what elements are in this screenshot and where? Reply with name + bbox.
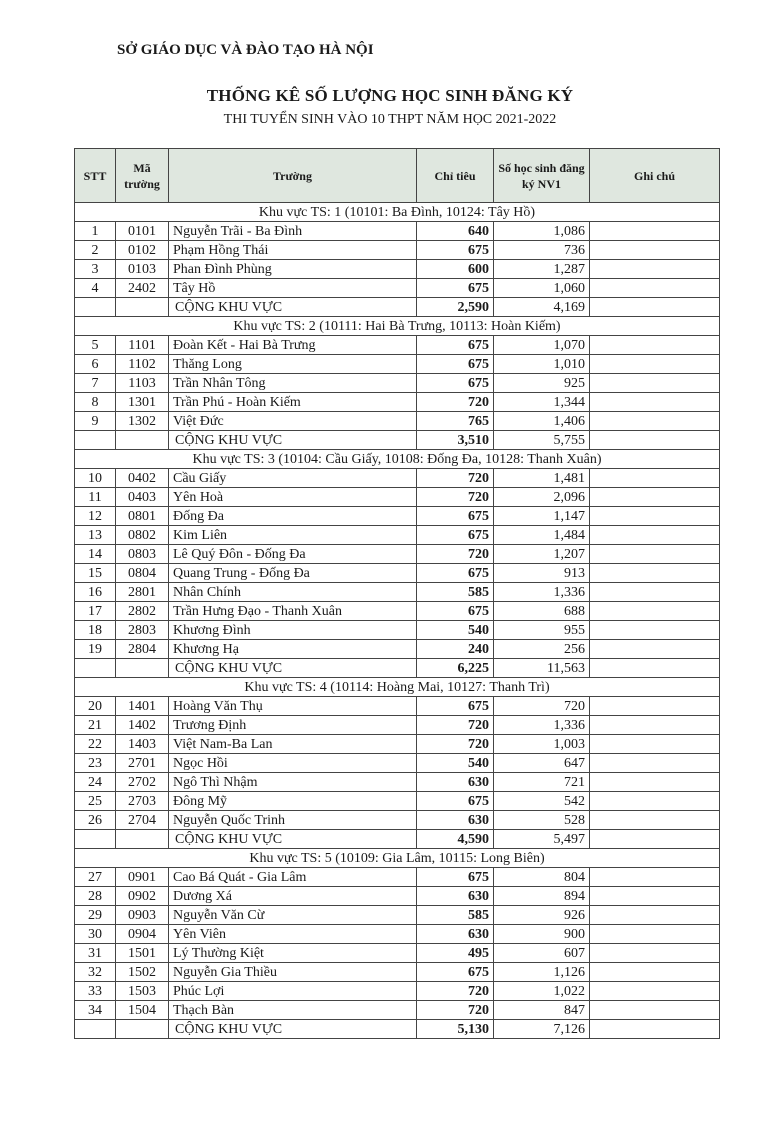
row-school-name: Trần Nhân Tông: [169, 374, 417, 393]
row-stt: 28: [75, 887, 116, 906]
table-row: [75, 887, 720, 906]
row-school-code: 2801: [116, 583, 169, 602]
table-row: [75, 412, 720, 431]
row-school-code: 0804: [116, 564, 169, 583]
row-stt: 26: [75, 811, 116, 830]
row-notes: [590, 716, 720, 735]
table-row: [75, 621, 720, 640]
row-notes: [590, 526, 720, 545]
region-label: Khu vực TS: 3 (10104: Cầu Giấy, 10108: Đống Đa, 10128: Thanh Xuân): [75, 450, 720, 469]
row-notes: [590, 564, 720, 583]
total-stt-empty: [75, 830, 116, 849]
row-notes: [590, 982, 720, 1001]
row-school-code: 1102: [116, 355, 169, 374]
row-stt: 16: [75, 583, 116, 602]
total-code-empty: [116, 659, 169, 678]
total-notes-empty: [590, 298, 720, 317]
row-quota: 675: [417, 374, 494, 393]
table-row: [75, 602, 720, 621]
row-school-code: 0803: [116, 545, 169, 564]
row-school-code: 2804: [116, 640, 169, 659]
row-stt: 21: [75, 716, 116, 735]
table-row: [75, 374, 720, 393]
row-registered: 736: [494, 241, 590, 260]
row-notes: [590, 640, 720, 659]
row-registered: 900: [494, 925, 590, 944]
table-row: [75, 260, 720, 279]
row-school-name: Hoàng Văn Thụ: [169, 697, 417, 716]
row-school-code: 1501: [116, 944, 169, 963]
header-school-code: Mã trường: [116, 149, 169, 203]
region-label: Khu vực TS: 5 (10109: Gia Lâm, 10115: Long Biên): [75, 849, 720, 868]
total-registered: 5,755: [494, 431, 590, 450]
row-school-name: Tây Hồ: [169, 279, 417, 298]
row-quota: 765: [417, 412, 494, 431]
row-quota: 675: [417, 564, 494, 583]
total-code-empty: [116, 298, 169, 317]
row-school-name: Nguyễn Quốc Trinh: [169, 811, 417, 830]
table-row: [75, 906, 720, 925]
total-code-empty: [116, 1020, 169, 1039]
row-school-code: 2702: [116, 773, 169, 792]
total-stt-empty: [75, 1020, 116, 1039]
row-registered: 894: [494, 887, 590, 906]
row-school-name: Phúc Lợi: [169, 982, 417, 1001]
table-row: [75, 583, 720, 602]
table-row: [75, 944, 720, 963]
total-label: CỘNG KHU VỰC: [169, 431, 417, 450]
row-school-name: Đoàn Kết - Hai Bà Trưng: [169, 336, 417, 355]
row-school-code: 0901: [116, 868, 169, 887]
row-registered: 913: [494, 564, 590, 583]
total-code-empty: [116, 830, 169, 849]
total-code-empty: [116, 431, 169, 450]
total-quota: 6,225: [417, 659, 494, 678]
document-subtitle: THI TUYỂN SINH VÀO 10 THPT NĂM HỌC 2021-2022: [223, 112, 557, 127]
region-total-row: [75, 830, 720, 849]
row-school-code: 0403: [116, 488, 169, 507]
row-school-name: Khương Hạ: [169, 640, 417, 659]
row-stt: 11: [75, 488, 116, 507]
row-quota: 675: [417, 602, 494, 621]
row-notes: [590, 868, 720, 887]
row-quota: 720: [417, 488, 494, 507]
row-school-name: Quang Trung - Đống Đa: [169, 564, 417, 583]
row-school-name: Khương Đình: [169, 621, 417, 640]
row-stt: 5: [75, 336, 116, 355]
row-registered: 1,147: [494, 507, 590, 526]
row-registered: 926: [494, 906, 590, 925]
table-row: [75, 393, 720, 412]
row-quota: 630: [417, 811, 494, 830]
row-notes: [590, 469, 720, 488]
row-quota: 720: [417, 735, 494, 754]
row-notes: [590, 944, 720, 963]
row-notes: [590, 222, 720, 241]
total-registered: 7,126: [494, 1020, 590, 1039]
row-quota: 630: [417, 887, 494, 906]
row-stt: 34: [75, 1001, 116, 1020]
registration-table: [74, 148, 720, 1039]
row-school-name: Dương Xá: [169, 887, 417, 906]
table-row: [75, 526, 720, 545]
row-stt: 6: [75, 355, 116, 374]
row-notes: [590, 260, 720, 279]
row-notes: [590, 887, 720, 906]
row-quota: 675: [417, 526, 494, 545]
row-registered: 1,484: [494, 526, 590, 545]
row-registered: 1,070: [494, 336, 590, 355]
row-school-name: Đống Đa: [169, 507, 417, 526]
row-school-code: 2703: [116, 792, 169, 811]
row-school-code: 2704: [116, 811, 169, 830]
row-registered: 720: [494, 697, 590, 716]
table-row: [75, 469, 720, 488]
total-quota: 5,130: [417, 1020, 494, 1039]
row-quota: 720: [417, 393, 494, 412]
row-registered: 847: [494, 1001, 590, 1020]
row-school-name: Ngọc Hồi: [169, 754, 417, 773]
total-registered: 11,563: [494, 659, 590, 678]
row-stt: 14: [75, 545, 116, 564]
row-notes: [590, 412, 720, 431]
total-quota: 3,510: [417, 431, 494, 450]
table-row: [75, 811, 720, 830]
row-registered: 1,406: [494, 412, 590, 431]
row-school-name: Phạm Hồng Thái: [169, 241, 417, 260]
total-stt-empty: [75, 659, 116, 678]
row-school-name: Lý Thường Kiệt: [169, 944, 417, 963]
row-stt: 4: [75, 279, 116, 298]
region-total-row: [75, 659, 720, 678]
row-notes: [590, 792, 720, 811]
total-quota: 4,590: [417, 830, 494, 849]
row-stt: 2: [75, 241, 116, 260]
table-row: [75, 773, 720, 792]
row-school-name: Lê Quý Đôn - Đống Đa: [169, 545, 417, 564]
row-notes: [590, 735, 720, 754]
row-quota: 675: [417, 241, 494, 260]
row-stt: 10: [75, 469, 116, 488]
row-registered: 1,336: [494, 583, 590, 602]
row-registered: 607: [494, 944, 590, 963]
region-header-row: [75, 678, 720, 697]
total-label: CỘNG KHU VỰC: [169, 1020, 417, 1039]
row-school-code: 1301: [116, 393, 169, 412]
row-quota: 720: [417, 1001, 494, 1020]
table-row: [75, 963, 720, 982]
row-stt: 25: [75, 792, 116, 811]
total-notes-empty: [590, 830, 720, 849]
row-school-name: Trần Phú - Hoàn Kiếm: [169, 393, 417, 412]
total-label: CỘNG KHU VỰC: [169, 298, 417, 317]
row-notes: [590, 906, 720, 925]
row-notes: [590, 279, 720, 298]
total-stt-empty: [75, 298, 116, 317]
table-row: [75, 507, 720, 526]
row-school-code: 2701: [116, 754, 169, 773]
table-row: [75, 697, 720, 716]
row-quota: 675: [417, 279, 494, 298]
row-notes: [590, 697, 720, 716]
header-stt: STT: [75, 149, 116, 203]
table-row: [75, 735, 720, 754]
row-school-code: 2802: [116, 602, 169, 621]
region-header-row: [75, 450, 720, 469]
row-school-name: Thạch Bàn: [169, 1001, 417, 1020]
row-stt: 27: [75, 868, 116, 887]
row-registered: 256: [494, 640, 590, 659]
row-quota: 720: [417, 982, 494, 1001]
region-total-row: [75, 431, 720, 450]
table-row: [75, 545, 720, 564]
row-notes: [590, 241, 720, 260]
total-label: CỘNG KHU VỰC: [169, 659, 417, 678]
row-notes: [590, 925, 720, 944]
row-stt: 20: [75, 697, 116, 716]
table-row: [75, 716, 720, 735]
row-school-code: 0101: [116, 222, 169, 241]
row-registered: 2,096: [494, 488, 590, 507]
row-school-code: 1302: [116, 412, 169, 431]
row-notes: [590, 393, 720, 412]
row-quota: 540: [417, 754, 494, 773]
row-quota: 600: [417, 260, 494, 279]
row-registered: 528: [494, 811, 590, 830]
row-school-name: Việt Nam-Ba Lan: [169, 735, 417, 754]
row-school-name: Đông Mỹ: [169, 792, 417, 811]
row-stt: 33: [75, 982, 116, 1001]
row-quota: 240: [417, 640, 494, 659]
table-row: [75, 925, 720, 944]
row-registered: 1,126: [494, 963, 590, 982]
row-registered: 1,207: [494, 545, 590, 564]
row-school-code: 1103: [116, 374, 169, 393]
row-stt: 1: [75, 222, 116, 241]
row-quota: 675: [417, 868, 494, 887]
region-header-row: [75, 203, 720, 222]
row-registered: 1,003: [494, 735, 590, 754]
header-registered: Số học sinh đăng ký NV1: [494, 149, 590, 203]
row-stt: 30: [75, 925, 116, 944]
table-row: [75, 241, 720, 260]
row-quota: 640: [417, 222, 494, 241]
region-label: Khu vực TS: 4 (10114: Hoàng Mai, 10127: Thanh Trì): [75, 678, 720, 697]
region-total-row: [75, 298, 720, 317]
table-body: [75, 203, 720, 1039]
row-notes: [590, 507, 720, 526]
row-stt: 15: [75, 564, 116, 583]
table-row: [75, 355, 720, 374]
row-school-name: Yên Viên: [169, 925, 417, 944]
table-row: [75, 982, 720, 1001]
row-quota: 630: [417, 773, 494, 792]
row-stt: 31: [75, 944, 116, 963]
row-quota: 675: [417, 336, 494, 355]
row-school-name: Trương Định: [169, 716, 417, 735]
row-stt: 9: [75, 412, 116, 431]
row-registered: 925: [494, 374, 590, 393]
region-header-row: [75, 849, 720, 868]
row-quota: 675: [417, 697, 494, 716]
total-label: CỘNG KHU VỰC: [169, 830, 417, 849]
row-school-name: Yên Hoà: [169, 488, 417, 507]
region-total-row: [75, 1020, 720, 1039]
row-school-name: Cầu Giấy: [169, 469, 417, 488]
row-stt: 19: [75, 640, 116, 659]
row-stt: 22: [75, 735, 116, 754]
table-header-row: [75, 149, 720, 203]
row-stt: 24: [75, 773, 116, 792]
row-notes: [590, 963, 720, 982]
row-notes: [590, 621, 720, 640]
row-school-code: 1402: [116, 716, 169, 735]
row-stt: 17: [75, 602, 116, 621]
row-registered: 688: [494, 602, 590, 621]
table-row: [75, 336, 720, 355]
row-quota: 720: [417, 716, 494, 735]
total-stt-empty: [75, 431, 116, 450]
total-notes-empty: [590, 1020, 720, 1039]
row-school-name: Trần Hưng Đạo - Thanh Xuân: [169, 602, 417, 621]
table-row: [75, 1001, 720, 1020]
row-quota: 675: [417, 355, 494, 374]
row-stt: 8: [75, 393, 116, 412]
row-quota: 675: [417, 963, 494, 982]
row-school-code: 1502: [116, 963, 169, 982]
total-registered: 5,497: [494, 830, 590, 849]
row-quota: 675: [417, 507, 494, 526]
row-registered: 1,022: [494, 982, 590, 1001]
row-notes: [590, 488, 720, 507]
row-notes: [590, 602, 720, 621]
row-notes: [590, 754, 720, 773]
row-quota: 720: [417, 545, 494, 564]
header-quota: Chỉ tiêu: [417, 149, 494, 203]
row-school-name: Cao Bá Quát - Gia Lâm: [169, 868, 417, 887]
total-quota: 2,590: [417, 298, 494, 317]
table-row: [75, 222, 720, 241]
row-school-name: Nguyễn Gia Thiều: [169, 963, 417, 982]
row-school-code: 0402: [116, 469, 169, 488]
row-stt: 32: [75, 963, 116, 982]
row-registered: 1,086: [494, 222, 590, 241]
row-school-code: 1503: [116, 982, 169, 1001]
row-notes: [590, 583, 720, 602]
row-school-name: Ngô Thì Nhậm: [169, 773, 417, 792]
row-school-code: 0802: [116, 526, 169, 545]
row-notes: [590, 1001, 720, 1020]
row-registered: 1,287: [494, 260, 590, 279]
row-stt: 13: [75, 526, 116, 545]
row-school-name: Nhân Chính: [169, 583, 417, 602]
table-row: [75, 640, 720, 659]
row-school-code: 1403: [116, 735, 169, 754]
header-school: Trường: [169, 149, 417, 203]
row-notes: [590, 811, 720, 830]
row-notes: [590, 374, 720, 393]
row-school-code: 0902: [116, 887, 169, 906]
row-school-code: 2402: [116, 279, 169, 298]
row-school-name: Kim Liên: [169, 526, 417, 545]
header-notes: Ghi chú: [590, 149, 720, 203]
region-label: Khu vực TS: 2 (10111: Hai Bà Trưng, 10113: Hoàn Kiếm): [75, 317, 720, 336]
row-registered: 1,060: [494, 279, 590, 298]
row-notes: [590, 336, 720, 355]
row-stt: 29: [75, 906, 116, 925]
row-school-code: 2803: [116, 621, 169, 640]
total-registered: 4,169: [494, 298, 590, 317]
row-school-name: Nguyễn Văn Cừ: [169, 906, 417, 925]
document-title: THỐNG KÊ SỐ LƯỢNG HỌC SINH ĐĂNG KÝ: [206, 86, 574, 105]
row-quota: 630: [417, 925, 494, 944]
row-registered: 721: [494, 773, 590, 792]
table-row: [75, 564, 720, 583]
row-school-code: 1401: [116, 697, 169, 716]
row-registered: 1,336: [494, 716, 590, 735]
row-school-name: Việt Đức: [169, 412, 417, 431]
row-registered: 647: [494, 754, 590, 773]
row-school-code: 1504: [116, 1001, 169, 1020]
row-notes: [590, 773, 720, 792]
region-header-row: [75, 317, 720, 336]
row-quota: 540: [417, 621, 494, 640]
region-label: Khu vực TS: 1 (10101: Ba Đình, 10124: Tây Hồ): [75, 203, 720, 222]
table-row: [75, 792, 720, 811]
table-row: [75, 279, 720, 298]
row-stt: 7: [75, 374, 116, 393]
row-school-code: 0801: [116, 507, 169, 526]
row-stt: 12: [75, 507, 116, 526]
row-registered: 1,010: [494, 355, 590, 374]
row-school-name: Nguyễn Trãi - Ba Đình: [169, 222, 417, 241]
row-stt: 23: [75, 754, 116, 773]
row-registered: 804: [494, 868, 590, 887]
row-stt: 18: [75, 621, 116, 640]
row-registered: 1,344: [494, 393, 590, 412]
organization-name: SỞ GIÁO DỤC VÀ ĐÀO TẠO HÀ NỘI: [117, 42, 374, 58]
total-notes-empty: [590, 431, 720, 450]
row-school-code: 0102: [116, 241, 169, 260]
row-notes: [590, 545, 720, 564]
row-notes: [590, 355, 720, 374]
row-stt: 3: [75, 260, 116, 279]
row-school-name: Thăng Long: [169, 355, 417, 374]
row-school-code: 0904: [116, 925, 169, 944]
row-school-code: 0903: [116, 906, 169, 925]
row-school-code: 1101: [116, 336, 169, 355]
row-registered: 1,481: [494, 469, 590, 488]
table-row: [75, 488, 720, 507]
row-registered: 955: [494, 621, 590, 640]
table-row: [75, 868, 720, 887]
row-quota: 585: [417, 906, 494, 925]
row-quota: 675: [417, 792, 494, 811]
row-quota: 720: [417, 469, 494, 488]
row-quota: 495: [417, 944, 494, 963]
row-school-code: 0103: [116, 260, 169, 279]
row-registered: 542: [494, 792, 590, 811]
table-row: [75, 754, 720, 773]
total-notes-empty: [590, 659, 720, 678]
row-quota: 585: [417, 583, 494, 602]
row-school-name: Phan Đình Phùng: [169, 260, 417, 279]
